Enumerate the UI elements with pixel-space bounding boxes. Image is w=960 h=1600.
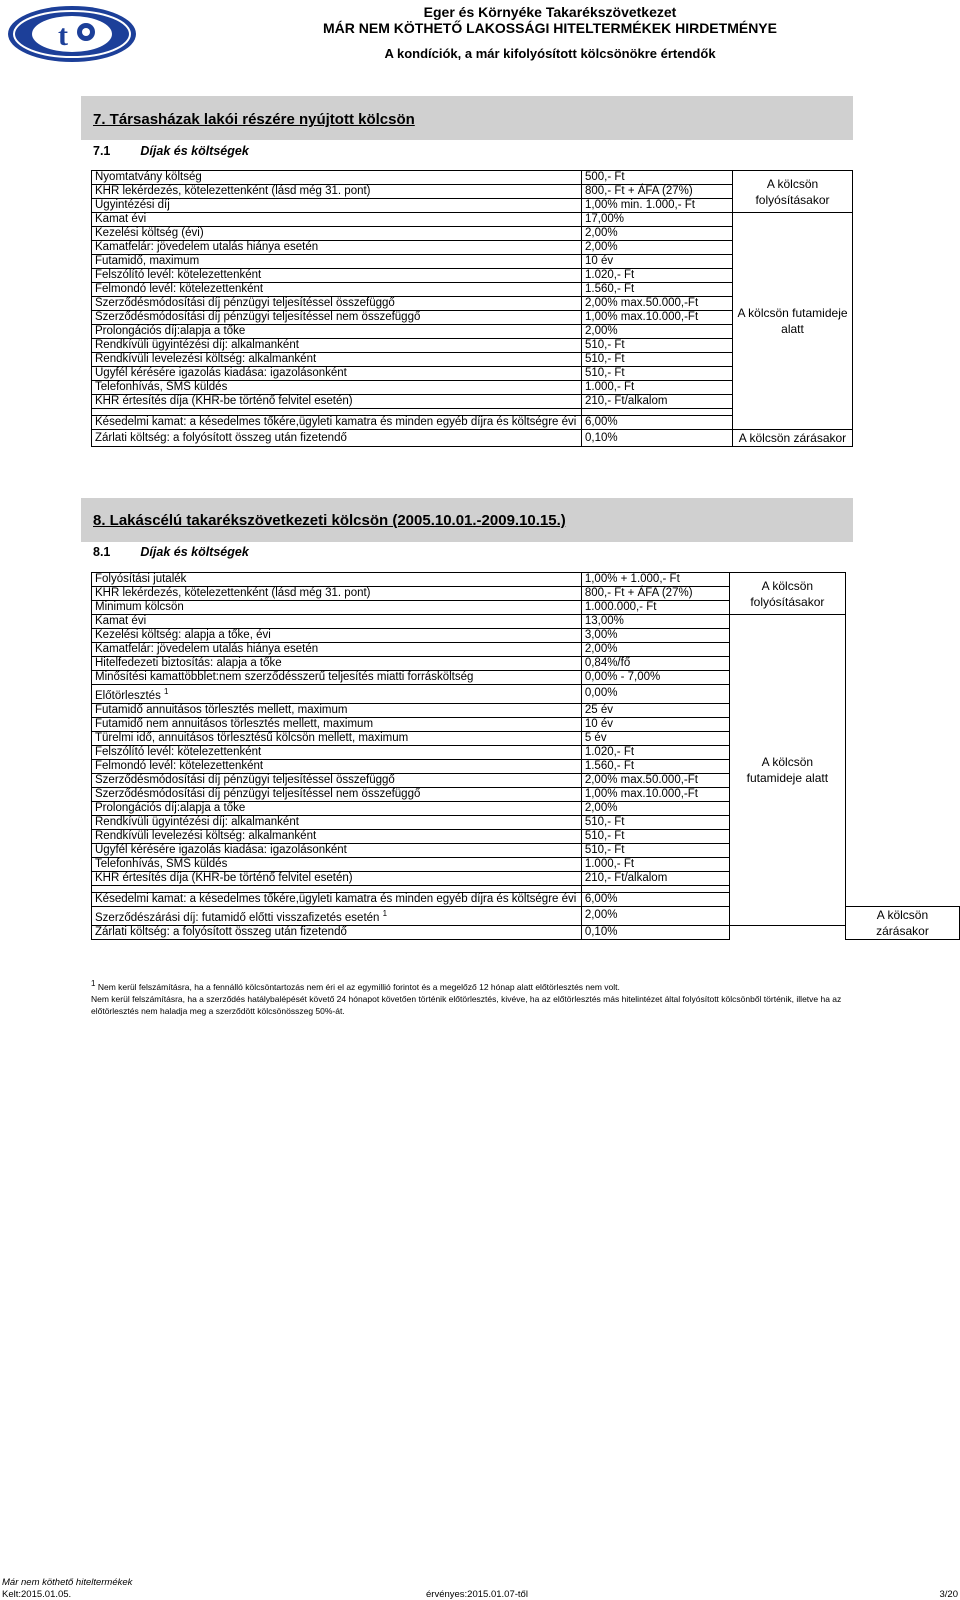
fee-label (92, 587, 582, 601)
fee-label (92, 255, 582, 269)
fee-label-text: Telefonhívás, SMS küldés (95, 381, 228, 393)
fee-value: 510,- Ft (582, 339, 733, 353)
fee-value: 10 év (582, 255, 733, 269)
fee-label (92, 801, 582, 815)
fee-label-text: Felmondó levél: kötelezettenként (95, 759, 264, 772)
fee-label (92, 657, 582, 671)
header-note: A kondíciók, a már kifolyósított kölcsönökre értendők (384, 46, 716, 61)
fee-label (92, 573, 582, 587)
fee-label-text: Kezelési költség (évi) (95, 227, 204, 239)
fee-label (92, 297, 582, 311)
fee-label (92, 213, 582, 227)
section-8-sub-num: 8.1 (93, 545, 111, 559)
fee-label-text: Késedelmi kamat: a késedelmes tőkére,ügyleti kamatra és minden egyéb díjra és költségre évi (95, 416, 577, 428)
footnote-line-1: Nem kerül felszámításra, ha a fennálló kölcsöntartozás nem éri el az egymillió forintot és a megelőző 12 hónap alatt előtörlesztés nem volt. (97, 981, 620, 992)
fee-label-text: Rendkívüli levelezési költség: alkalmanként (95, 829, 317, 842)
footer-date: Kelt:2015.01.05. (2, 1589, 72, 1600)
fee-value: 17,00% (582, 213, 733, 227)
fee-label (92, 241, 582, 255)
fee-label (92, 731, 582, 745)
fee-label-text: Szerződésmódosítási díj pénzügyi teljesítéssel nem összefüggő (95, 787, 421, 800)
fee-label (92, 395, 582, 409)
fee-label (92, 227, 582, 241)
phase-disbursement: A kölcsön folyósításakor (729, 573, 845, 615)
fee-label-text: Futamidő nem annuitásos törlesztés mellett, maximum (95, 717, 374, 730)
footnote-line-2: Nem kerül felszámításra, ha a szerződés hatálybalépését követő 24 hónapot követően történik előtörlesztés, kivéve, ha az előtörlesztés más hitelintézet által folyósított kölcsönből történik, illetve ha az előtörlesztés nem haladja meg a szerződött kölcsönösszeg 50%-át. (91, 993, 842, 1016)
fee-label-text: KHR lekérdezés, kötelezettenként (lásd még 31. pont) (95, 185, 371, 197)
logo-icon (6, 4, 138, 64)
fee-label (92, 353, 582, 367)
fee-label-text: Felszólító levél: kötelezettenként (95, 269, 262, 281)
fee-label-text: Ügyfél kérésére igazolás kiadása: igazolásonként (95, 367, 347, 379)
fee-label (92, 339, 582, 353)
fee-label (92, 671, 582, 685)
fee-label-text: Felmondó levél: kötelezettenként (95, 283, 264, 295)
phase-closing: A kölcsön zárásakor (845, 906, 959, 939)
section-8-fee-table (91, 572, 960, 940)
fee-label (92, 185, 582, 199)
fee-label-text: Türelmi idő, annuitásos törlesztésű kölcsön mellett, maximum (95, 731, 409, 744)
fee-label-text: Zárlati költség: a folyósított összeg után fizetendő (95, 431, 347, 444)
fee-value: 510,- Ft (582, 353, 733, 367)
fee-label (92, 381, 582, 395)
table-row (92, 573, 960, 587)
fee-label (92, 857, 582, 871)
footnote-ref: 1 (382, 908, 388, 918)
fee-value: 0,00% - 7,00% (581, 671, 729, 685)
fee-label (92, 311, 582, 325)
fee-label (92, 199, 582, 213)
svg-text:t: t (58, 19, 68, 52)
fee-value: 6,00% (581, 892, 729, 906)
section-7-fee-table (91, 170, 853, 447)
fee-label-text: Zárlati költség: a folyósított összeg után fizetendő (95, 925, 347, 938)
fee-label (92, 416, 582, 430)
section-7-subtitle (93, 144, 249, 158)
fee-value: 0,10% (582, 430, 733, 447)
fee-value: 10 év (581, 717, 729, 731)
fee-value: 1,00% max.10.000,-Ft (581, 787, 729, 801)
spacer-cell (582, 409, 733, 416)
fee-label (92, 871, 582, 885)
fee-label (92, 717, 582, 731)
footnote-mark: 1 (91, 979, 96, 988)
fee-value: 1.000.000,- Ft (581, 601, 729, 615)
fee-label (92, 815, 582, 829)
fee-value: 1,00% max.10.000,-Ft (582, 311, 733, 325)
fee-value: 1.020,- Ft (581, 745, 729, 759)
phase-disbursement: A kölcsön folyósításakor (733, 171, 853, 213)
fee-label-text: Ügyintézési díj (95, 199, 170, 211)
fee-label-text: Prolongációs díj:alapja a tőke (95, 325, 246, 337)
phase-term: A kölcsön futamideje alatt (729, 615, 845, 926)
fee-value: 510,- Ft (582, 367, 733, 381)
fee-value: 1.560,- Ft (582, 283, 733, 297)
fee-label-text: KHR értesítés díja (KHR-be történő felvitel esetén) (95, 871, 353, 884)
fee-label-text: Szerződészárási díj: futamidő előtti visszafizetés esetén (95, 911, 380, 924)
fee-label (92, 629, 582, 643)
fee-value: 13,00% (581, 615, 729, 629)
fee-value: 1,00% min. 1.000,- Ft (582, 199, 733, 213)
footer-valid: érvényes:2015.01.07-től (426, 1589, 528, 1600)
fee-label-text: Futamidő, maximum (95, 255, 200, 267)
section-8-sub-text: Díjak és költségek (140, 545, 249, 559)
fee-label-text: KHR lekérdezés, kötelezettenként (lásd még 31. pont) (95, 587, 371, 599)
fee-label-text: Kamat évi (95, 615, 147, 627)
fee-label-text: Folyósítási jutalék (95, 573, 187, 585)
fee-value: 2,00% (582, 241, 733, 255)
fee-label (92, 745, 582, 759)
table-row (92, 171, 853, 185)
fee-label-text: Minimum kölcsön (95, 601, 184, 613)
fee-value: 1.000,- Ft (582, 381, 733, 395)
fee-label (92, 787, 582, 801)
footnote (91, 978, 861, 1017)
fee-label-text: Szerződésmódosítási díj pénzügyi teljesítéssel nem összefüggő (95, 311, 421, 323)
fee-label (92, 906, 582, 925)
table-row (92, 213, 853, 227)
fee-value: 800,- Ft + ÁFA (27%) (581, 587, 729, 601)
fee-label-text: Kezelési költség: alapja a tőke, évi (95, 629, 271, 641)
fee-label (92, 269, 582, 283)
fee-label (92, 703, 582, 717)
phase-closing: A kölcsön zárásakor (733, 430, 853, 447)
section-7-title: 7. Társasházak lakói részére nyújtott kölcsön (93, 111, 415, 128)
fee-value: 3,00% (581, 629, 729, 643)
fee-label (92, 430, 582, 447)
fee-value: 0,84%/fő (581, 657, 729, 671)
fee-value: 2,00% (582, 227, 733, 241)
spacer-cell (92, 885, 582, 892)
fee-label (92, 601, 582, 615)
fee-label-text: Kamatfelár: jövedelem utalás hiánya esetén (95, 643, 319, 655)
fee-label (92, 283, 582, 297)
fee-value: 2,00% max.50.000,-Ft (582, 297, 733, 311)
footer-page: 3/20 (939, 1589, 958, 1600)
fee-value: 1.560,- Ft (581, 759, 729, 773)
fee-label-text: Kamatfelár: jövedelem utalás hiánya esetén (95, 241, 319, 253)
fee-value: 510,- Ft (581, 829, 729, 843)
fee-label (92, 367, 582, 381)
phase-term: A kölcsön futamideje alatt (733, 213, 853, 430)
section-7-band (81, 96, 853, 140)
fee-label (92, 843, 582, 857)
fee-label (92, 925, 582, 939)
fee-value: 500,- Ft (582, 171, 733, 185)
fee-label-text: Rendkívüli ügyintézési díj: alkalmanként (95, 339, 299, 351)
fee-value: 25 év (581, 703, 729, 717)
fee-value: 2,00% (581, 643, 729, 657)
fee-value: 210,- Ft/alkalom (582, 395, 733, 409)
fee-label-text: Szerződésmódosítási díj pénzügyi teljesítéssel összefüggő (95, 773, 395, 786)
fee-value: 2,00% (581, 906, 729, 925)
fee-value: 5 év (581, 731, 729, 745)
fee-label (92, 892, 582, 906)
fee-value: 1,00% + 1.000,- Ft (581, 573, 729, 587)
fee-label-text: Futamidő annuitásos törlesztés mellett, maximum (95, 703, 348, 716)
footer-doc-name: Már nem köthető hiteltermékek (2, 1577, 133, 1588)
section-8-title: 8. Lakáscélú takarékszövetkezeti kölcsön (2005.10.01.-2009.10.15.) (93, 512, 566, 529)
fee-value: 510,- Ft (581, 815, 729, 829)
fee-label (92, 171, 582, 185)
fee-label-text: Prolongációs díj:alapja a tőke (95, 801, 246, 814)
fee-label-text: Minősítési kamattöbblet:nem szerződésszerű teljesítés miatti forrásköltség (95, 671, 474, 683)
fee-value: 6,00% (582, 416, 733, 430)
header-subtitle: MÁR NEM KÖTHETŐ LAKOSSÁGI HITELTERMÉKEK HIRDETMÉNYE (323, 20, 777, 36)
fee-value: 210,- Ft/alkalom (581, 871, 729, 885)
fee-value: 800,- Ft + ÁFA (27%) (582, 185, 733, 199)
fee-label (92, 773, 582, 787)
fee-value: 510,- Ft (581, 843, 729, 857)
fee-value: 2,00% (581, 801, 729, 815)
fee-label-text: Felszólító levél: kötelezettenként (95, 745, 262, 758)
section-8-band (81, 498, 853, 542)
fee-label (92, 759, 582, 773)
section-8-subtitle (93, 545, 249, 559)
spacer-cell (581, 885, 729, 892)
fee-label (92, 615, 582, 629)
fee-label-text: Telefonhívás, SMS küldés (95, 857, 228, 870)
fee-value: 1.000,- Ft (581, 857, 729, 871)
fee-value: 1.020,- Ft (582, 269, 733, 283)
section-7-sub-num: 7.1 (93, 144, 111, 158)
fee-label-text: Nyomtatvány költség (95, 171, 202, 183)
fee-value: 0,10% (581, 925, 729, 939)
fee-label-text: Késedelmi kamat: a késedelmes tőkére,ügyleti kamatra és minden egyéb díjra és költségre évi (95, 892, 577, 905)
header-title: Eger és Környéke Takarékszövetkezet (423, 4, 677, 20)
fee-label (92, 325, 582, 339)
fee-label (92, 643, 582, 657)
fee-label-text: Szerződésmódosítási díj pénzügyi teljesítéssel összefüggő (95, 297, 395, 309)
fee-value: 2,00% max.50.000,-Ft (581, 773, 729, 787)
fee-label-text: Előtörlesztés (95, 689, 161, 702)
fee-label-text: Hitelfedezeti biztosítás: alapja a tőke (95, 657, 282, 669)
fee-value: 2,00% (582, 325, 733, 339)
fee-label-text: Kamat évi (95, 213, 147, 225)
fee-label-text: KHR értesítés díja (KHR-be történő felvitel esetén) (95, 395, 353, 407)
table-row (92, 430, 853, 447)
fee-value: 0,00% (581, 685, 729, 704)
table-row (92, 615, 960, 629)
spacer-cell (92, 409, 582, 416)
fee-label-text: Rendkívüli ügyintézési díj: alkalmanként (95, 815, 299, 828)
footnote-ref: 1 (164, 687, 169, 696)
fee-label-text: Ügyfél kérésére igazolás kiadása: igazolásonként (95, 843, 347, 856)
fee-label (92, 685, 582, 704)
section-7-sub-text: Díjak és költségek (140, 144, 249, 158)
fee-label-text: Rendkívüli levelezési költség: alkalmanként (95, 353, 317, 365)
table-row (92, 925, 960, 939)
fee-label (92, 829, 582, 843)
